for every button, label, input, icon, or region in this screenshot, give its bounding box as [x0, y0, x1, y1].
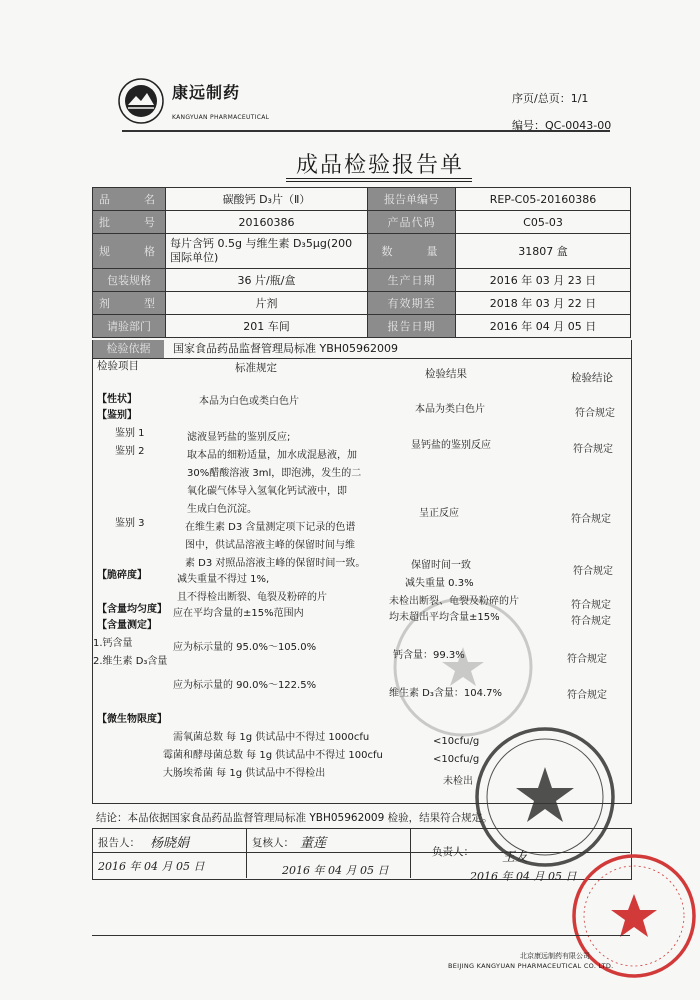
identification-standard-line: 30%醋酸溶液 3ml，即泡沸，发生的二: [187, 468, 362, 479]
info-row: [93, 292, 631, 315]
conclusion-text: 结论：本品依据国家食品药品监督管理局标准 YBH05962009 检验，结果符合规定。: [96, 812, 493, 824]
value-production-date: 2016 年 03 月 23 日: [456, 269, 631, 292]
title-underline: [286, 178, 472, 179]
company-name-en: KANGYUAN PHARMACEUTICAL: [172, 114, 270, 121]
identification-2-label: 鉴别 2: [115, 446, 145, 457]
identification-1-conclusion: 符合规定: [573, 444, 613, 455]
value-report-date: 2016 年 04 月 05 日: [456, 315, 631, 338]
identification-standard-line: 生成白色沉淀。: [187, 504, 257, 515]
company-name-cn: 康远制药: [172, 83, 241, 102]
label-department: 请验部门: [93, 315, 166, 338]
uniformity-standard: 应在平均含量的±15%范围内: [173, 608, 304, 619]
section-assay: 【含量测定】: [97, 620, 157, 631]
appearance-conclusion: 符合规定: [575, 408, 615, 419]
appearance-result: 本品为类白色片: [415, 404, 485, 415]
label-batch: 批 号: [93, 211, 166, 234]
page-number: 序页/总页：1/1: [512, 92, 589, 105]
section-appearance: 【性状】: [97, 394, 137, 405]
qa-stamp-faded: [388, 592, 538, 742]
label-product-code: 产品代码: [368, 211, 456, 234]
identification-3-result: 保留时间一致: [411, 560, 471, 571]
friability-result-line: 未检出断裂、龟裂及粉碎的片: [389, 596, 519, 607]
value-batch: 20160386: [166, 211, 368, 234]
identification-1-result: 显钙盐的鉴别反应: [411, 440, 491, 451]
info-row: [93, 211, 631, 234]
value-report-number: REP-C05-20160386: [456, 188, 631, 211]
identification-standard-line: 氧化碳气体导入氢氧化钙试液中，即: [187, 486, 347, 497]
header-result: 检验结果: [425, 368, 467, 380]
document-code: 编号：QC-0043-00: [512, 119, 612, 132]
microbial-mold-standard: 霉菌和酵母菌总数 每 1g 供试品中不得过 100cfu: [163, 750, 383, 761]
assay-calcium-conclusion: 符合规定: [567, 654, 607, 665]
identification-standard-line: 取本品的细粉适量，加水成混悬液，加: [187, 450, 357, 461]
value-expiry: 2018 年 03 月 22 日: [456, 292, 631, 315]
info-row: [93, 315, 631, 338]
label-report-date: 报告日期: [368, 315, 456, 338]
assay-vitd3-conclusion: 符合规定: [567, 690, 607, 701]
value-spec: 每片含钙 0.5g 与维生素 D₃5μg(200 国际单位): [166, 234, 368, 269]
info-row: [93, 269, 631, 292]
label-packaging: 包装规格: [93, 269, 166, 292]
label-report-number: 报告单编号: [368, 188, 456, 211]
header-conclusion: 检验结论: [571, 372, 613, 384]
label-quantity: 数 量: [368, 234, 456, 269]
identification-2-result: 呈正反应: [419, 508, 459, 519]
footer-divider: [92, 935, 630, 936]
info-row: [93, 188, 631, 211]
header-item: 检验项目: [97, 360, 139, 372]
value-packaging: 36 片/瓶/盒: [166, 269, 368, 292]
assay-calcium-result: 钙含量：99.3%: [393, 650, 465, 661]
reporter-date: 2016 年 04 月 05 日: [98, 860, 205, 873]
identification-3-conclusion: 符合规定: [573, 566, 613, 577]
value-quantity: 31807 盒: [456, 234, 631, 269]
assay-vitd3-result: 维生素 D₃含量：104.7%: [389, 688, 503, 699]
reviewer-date: 2016 年 04 月 05 日: [282, 864, 389, 877]
value-product-name: 碳酸钙 D₃片（Ⅱ）: [166, 188, 368, 211]
friability-conclusion: 符合规定: [571, 600, 611, 611]
reporter-label: 报告人：: [98, 837, 140, 849]
report-title: 成品检验报告单: [295, 153, 464, 178]
microbial-ecoli-result: 未检出: [443, 776, 473, 787]
manager-signature: 王友: [502, 850, 529, 865]
company-stamp: [470, 722, 620, 872]
friability-standard-line: 减失重量不得过 1%,: [177, 574, 270, 585]
identification-3-standard-line: 在维生素 D3 含量测定项下记录的色谱: [185, 522, 356, 533]
identification-3-standard-line: 图中，供试品溶液主峰的保留时间与维: [185, 540, 355, 551]
label-product-name: 品 名: [93, 188, 166, 211]
label-production-date: 生产日期: [368, 269, 456, 292]
identification-1-label: 鉴别 1: [115, 428, 145, 439]
product-info-table: [92, 187, 631, 338]
microbial-aerobic-result: <10cfu/g: [433, 736, 480, 747]
label-dosage-form: 剂 型: [93, 292, 166, 315]
label-expiry: 有效期至: [368, 292, 456, 315]
header-standard: 标准规定: [235, 362, 277, 374]
identification-3-label: 鉴别 3: [115, 518, 145, 529]
appearance-standard: 本品为白色或类白色片: [199, 396, 299, 407]
microbial-aerobic-standard: 需氧菌总数 每 1g 供试品中不得过 1000cfu: [173, 732, 370, 743]
kangyuan-logo-icon: [118, 78, 164, 124]
value-product-code: C05-03: [456, 211, 631, 234]
assay-vitd3-label: 2.维生素 D₃含量: [93, 656, 168, 667]
signature-column-divider: [246, 828, 247, 878]
manager-label: 负责人：: [432, 846, 474, 858]
reviewer-signature: 董莲: [300, 836, 327, 851]
assay-vitd3-standard: 应为标示量的 90.0%～122.5%: [173, 680, 317, 691]
header-divider: [122, 130, 610, 132]
assay-calcium-standard: 应为标示量的 95.0%～105.0%: [173, 642, 317, 653]
friability-result-line: 减失重量 0.3%: [405, 578, 474, 589]
identification-3-standard-line: 素 D3 对照品溶液主峰的保留时间一致。: [185, 558, 366, 569]
value-dosage-form: 片剂: [166, 292, 368, 315]
value-standard: 国家食品药品监督管理局标准 YBH05962009: [173, 342, 399, 355]
microbial-mold-result: <10cfu/g: [433, 754, 480, 765]
value-department: 201 车间: [166, 315, 368, 338]
identification-2-conclusion: 符合规定: [571, 514, 611, 525]
info-row: [93, 234, 631, 269]
friability-standard-line: 且不得检出断裂、龟裂及粉碎的片: [177, 592, 327, 603]
identification-standard-line: 滤液显钙盐的鉴别反应;: [187, 432, 291, 443]
label-standard: 检验依据: [93, 340, 164, 358]
uniformity-conclusion: 符合规定: [571, 616, 611, 627]
footer-company-cn: 北京康远制药有限公司: [520, 952, 590, 960]
title-underline: [286, 181, 472, 182]
microbial-ecoli-standard: 大肠埃希菌 每 1g 供试品中不得检出: [163, 768, 326, 779]
manager-date: 2016 年 04 月 05 日: [470, 870, 577, 883]
reporter-signature: 杨晓娟: [150, 836, 190, 851]
label-spec: 规 格: [93, 234, 166, 269]
assay-calcium-label: 1.钙含量: [93, 638, 133, 649]
section-microbial-limit: 【微生物限度】: [97, 714, 167, 725]
uniformity-result: 均未超出平均含量±15%: [389, 612, 500, 623]
standard-row: [92, 340, 632, 359]
section-friability: 【脆碎度】: [97, 570, 147, 581]
section-content-uniformity: 【含量均匀度】: [97, 604, 167, 615]
signature-column-divider: [410, 828, 411, 878]
section-identification: 【鉴别】: [97, 410, 137, 421]
reviewer-label: 复核人：: [252, 837, 294, 849]
footer-company-en: BEIJING KANGYUAN PHARMACEUTICAL CO. LTD.: [448, 962, 614, 970]
